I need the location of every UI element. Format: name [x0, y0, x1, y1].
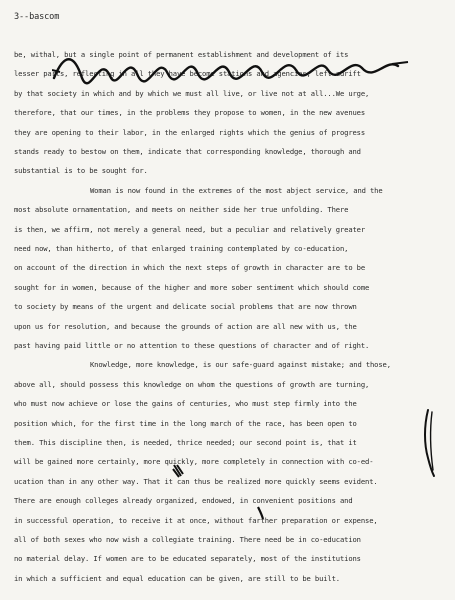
text-line: upon us for resolution, and because the grounds of action are all new with us, the [14, 321, 357, 331]
margin-mark [418, 408, 438, 478]
text-line: to society by means of the urgent and delicate social problems that are now thrown [14, 302, 357, 312]
text-line: above all, should possess this knowledge on whom the questions of growth are turning, [14, 379, 370, 389]
text-line: need now, than hitherto, of that enlarged training contemplated by co-education, [14, 244, 349, 253]
strikethrough-scribble [52, 48, 432, 94]
page-header: 3--bascom [14, 12, 60, 22]
text-line: will be gained more certainly, more quickly, more completely in connection with co-ed- [14, 457, 374, 467]
text-line: in which a sufficient and equal education can be given, are still to be built. [14, 573, 340, 583]
text-line: all of both sexes who now wish a collegiate training. There need be in co-education [14, 535, 361, 544]
text-line: There are enough colleges already organized, endowed, in convenient positions and [14, 496, 353, 506]
text-line: them. This discipline then, is needed, thrice needed; our second point is, that it [14, 438, 357, 447]
text-line: no material delay. If women are to be educated separately, most of the institutions [14, 554, 361, 564]
text-line: position which, for the first time in the long march of the race, has been open to [14, 418, 357, 428]
ink-blot [172, 464, 184, 478]
text-line: who must now achieve or lose the gains of centuries, who must step firmly into the [14, 399, 357, 409]
text-line: in successful operation, to receive it at once, without farther preparation or expense, [14, 515, 378, 525]
text-line: Woman is now found in the extremes of the most abject service, and the [90, 185, 383, 195]
text-line: substantial is to be sought for. [14, 166, 148, 176]
text-line: ucation than in any other way. That it can thus be realized more quickly seems evident. [14, 476, 378, 486]
text-line: stands ready to bestow on them, indicate that corresponding knowledge, thorough and [14, 147, 361, 156]
text-line: be, withal, but a single point of permanent establishment and development of its [14, 50, 349, 59]
text-line: therefore, that our times, in the problems they propose to women, in the new avenues [14, 108, 366, 118]
text-line: lesser parts, reflecting in all they have become stations and agencies, left adrift [14, 69, 361, 79]
text-line: by that society in which and by which we must all live, or live not at all...We urge, [14, 88, 370, 98]
text-line: they are opening to their labor, in the enlarged rights which the genius of progress [14, 127, 366, 137]
text-line: Knowledge, more knowledge, is our safe-guard against mistake; and those, [90, 360, 391, 370]
text-line: sought for in women, because of the higher and more sober sentiment which should come [14, 282, 370, 292]
text-line: past having paid little or no attention to these questions of character and of right. [14, 341, 370, 350]
text-line: on account of the direction in which the next steps of growth in character are to be [14, 263, 366, 273]
text-line: is then, we affirm, not merely a general need, but a peculiar and relatively greater [14, 224, 366, 234]
ink-mark [256, 506, 266, 520]
text-line: most absolute ornamentation, and meets on neither side her true unfolding. There [14, 205, 349, 215]
